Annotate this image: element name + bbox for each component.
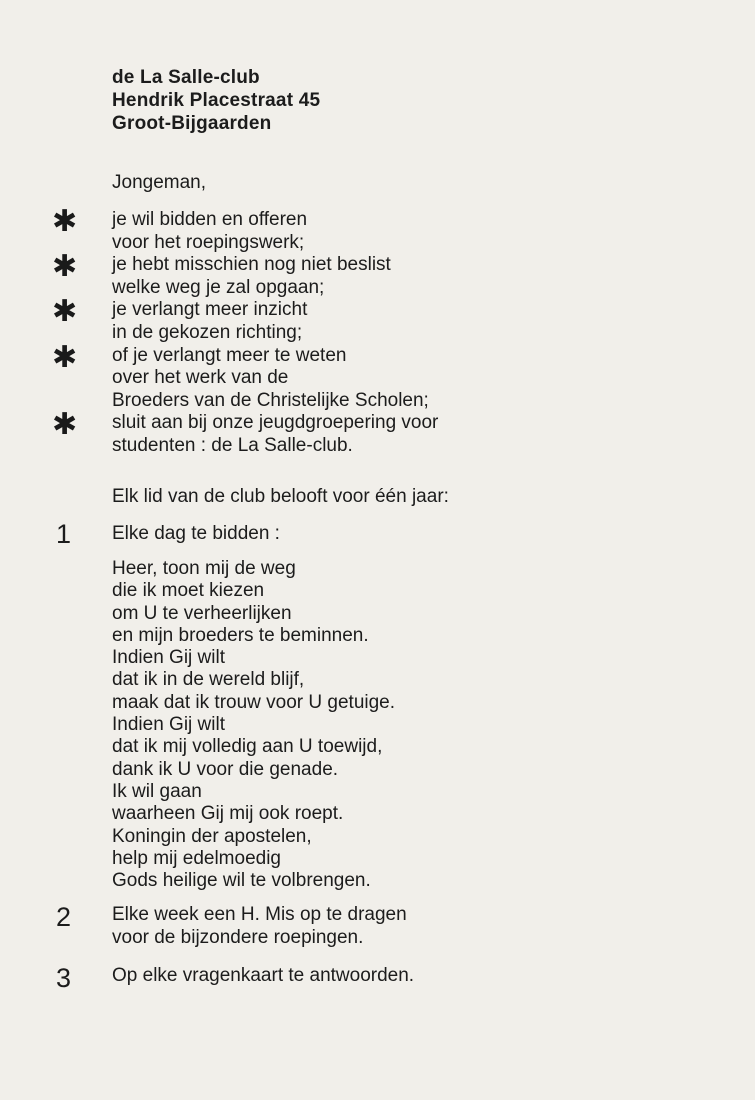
- bullet-line: je wil bidden en offeren: [112, 209, 308, 230]
- bullet-item: [0, 340, 755, 413]
- bullet-line: je verlangt meer inzicht: [112, 299, 308, 321]
- prayer-line: Heer, toon mij de weg: [112, 558, 296, 579]
- prayer-line: Indien Gij wilt: [112, 714, 225, 736]
- bullet-line: sluit aan bij onze jeugdgroepering voor: [112, 412, 439, 434]
- promise-number: 2: [56, 902, 72, 932]
- prayer-line: Ik wil gaan: [112, 780, 202, 802]
- bullet-item: [0, 250, 755, 299]
- bullet-item: [0, 295, 755, 344]
- bullet-list: [0, 205, 755, 458]
- prayer-line: dat ik mij volledig aan U toewijd,: [112, 736, 383, 758]
- prayer-line: Koningin der apostelen,: [112, 825, 312, 847]
- salutation: Jongeman,: [112, 172, 207, 193]
- bullet-line: voor het roepingswerk;: [112, 231, 305, 253]
- club-name: de La Salle-club: [112, 67, 260, 88]
- asterisk-icon: ✱: [52, 205, 78, 238]
- promise-line: Elke dag te bidden :: [112, 523, 280, 544]
- promise-text: [112, 904, 407, 949]
- address-block: [112, 66, 320, 135]
- bullet-line: of je verlangt meer te weten: [112, 344, 347, 366]
- prayer-text: [112, 558, 395, 892]
- bullet-line: over het werk van de: [112, 367, 289, 389]
- prayer-line: help mij edelmoedig: [112, 847, 281, 869]
- prayer-line: dat ik in de wereld blijf,: [112, 669, 305, 691]
- bullet-line: welke weg je zal opgaan;: [112, 276, 325, 298]
- promise-text: [112, 965, 414, 988]
- bullet-item: [0, 408, 755, 457]
- prayer-line: maak dat ik trouw voor U getuige.: [112, 691, 396, 713]
- asterisk-icon: ✱: [52, 340, 78, 374]
- prayer-line: waarheen Gij mij ook roept.: [112, 803, 344, 825]
- prayer-line: Indien Gij wilt: [112, 647, 225, 669]
- bullet-line: je hebt misschien nog niet beslist: [112, 254, 391, 276]
- promise-number: 1: [56, 519, 72, 549]
- asterisk-icon: ✱: [52, 250, 78, 284]
- prayer-line: die ik moet kiezen: [112, 580, 265, 602]
- bullet-line: Broeders van de Christelijke Scholen;: [112, 389, 429, 411]
- promise-intro: Elk lid van de club belooft voor één jaar:: [112, 486, 449, 507]
- prayer-line: en mijn broeders te beminnen.: [112, 624, 369, 646]
- bullet-line: studenten : de La Salle-club.: [112, 434, 353, 456]
- asterisk-icon: ✱: [52, 408, 78, 442]
- promise-number: 3: [56, 963, 72, 993]
- town: Groot-Bijgaarden: [112, 113, 272, 134]
- prayer-line: dank ik U voor die genade.: [112, 758, 339, 780]
- promise-text: [112, 523, 280, 546]
- promise-line: Elke week een H. Mis op te dragen: [112, 904, 407, 925]
- promise-line: Op elke vragenkaart te antwoorden.: [112, 965, 415, 986]
- prayer-line: Gods heilige wil te volbrengen.: [112, 870, 371, 892]
- prayer-line: om U te verheerlijken: [112, 602, 292, 624]
- promise-line: voor de bijzondere roepingen.: [112, 926, 364, 948]
- street-address: Hendrik Placestraat 45: [112, 90, 321, 111]
- bullet-item: [0, 205, 755, 254]
- asterisk-icon: ✱: [52, 295, 78, 329]
- bullet-line: in de gekozen richting;: [112, 321, 303, 343]
